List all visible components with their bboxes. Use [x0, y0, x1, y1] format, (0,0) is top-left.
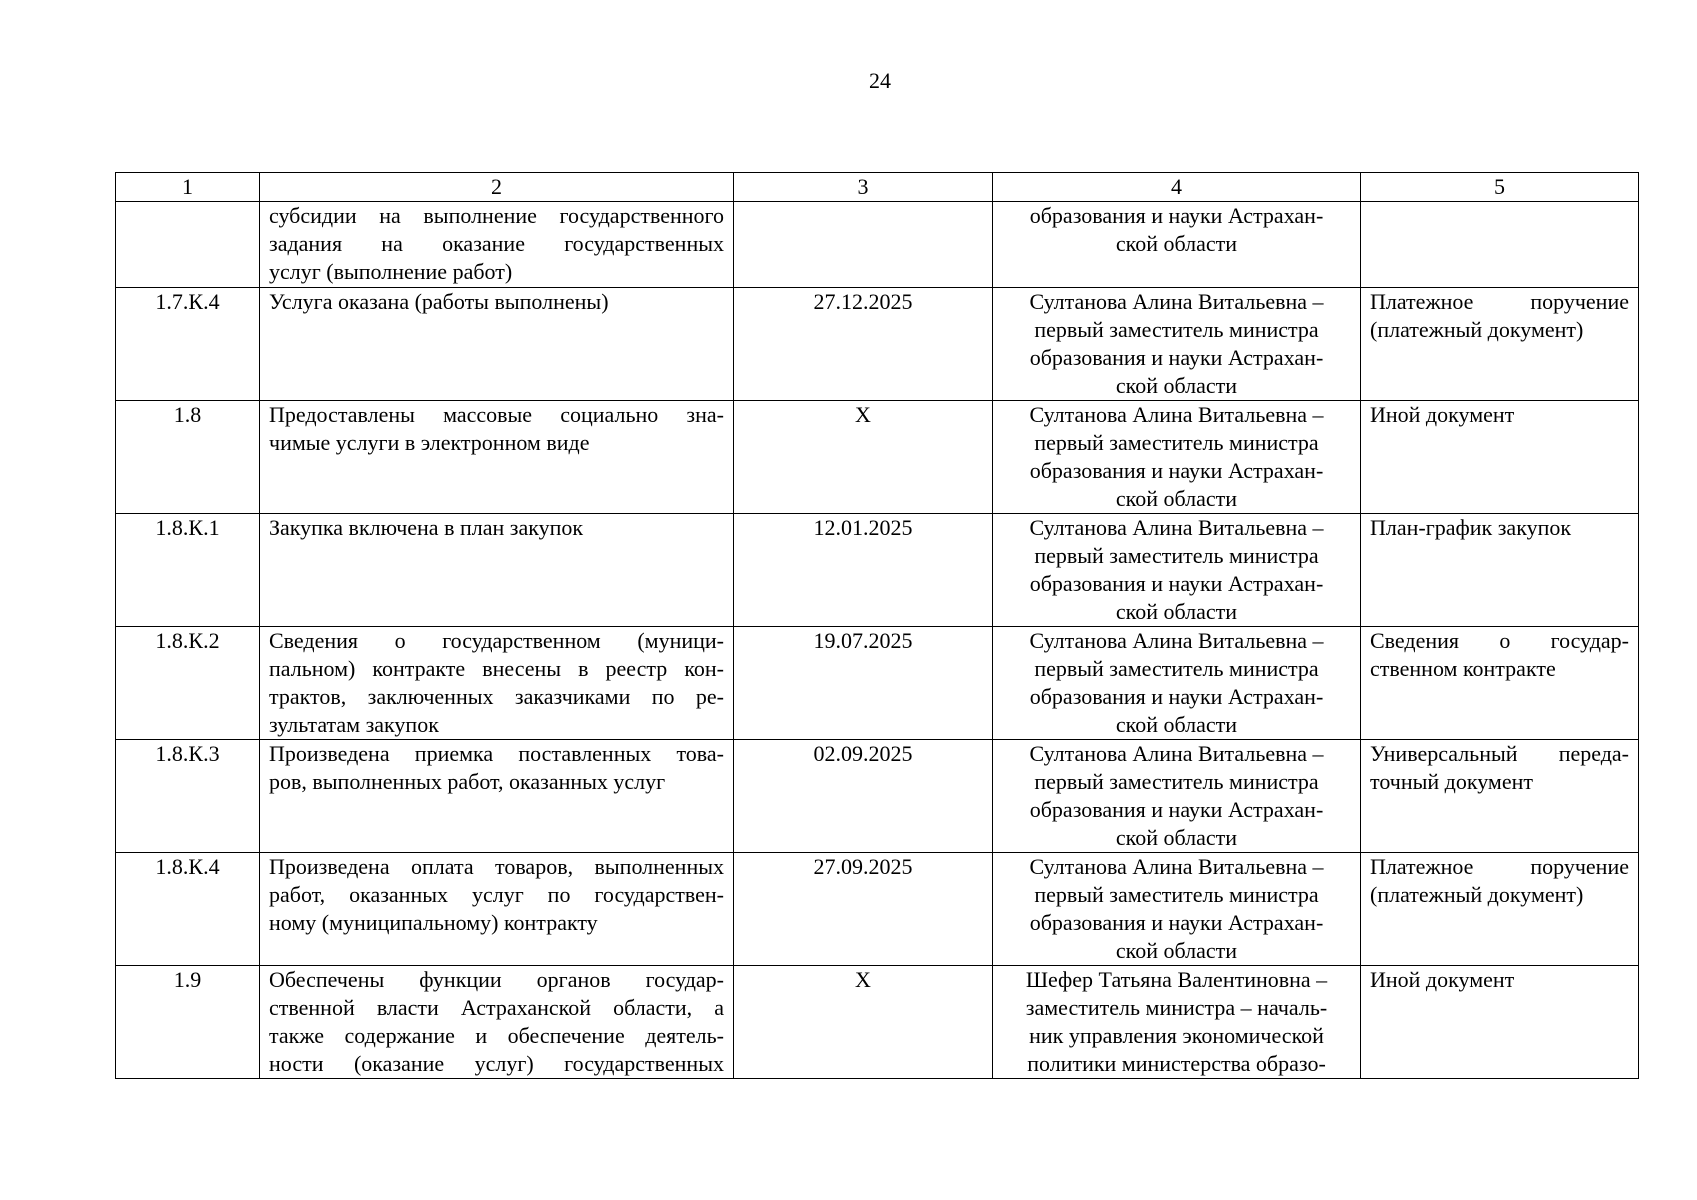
- responsible-line: образования и науки Астрахан-: [1029, 684, 1324, 709]
- description-line: услуг (выполнение работ): [269, 259, 513, 284]
- date-cell: 27.09.2025: [734, 853, 993, 966]
- date-cell: 12.01.2025: [734, 514, 993, 627]
- document-cell: [1361, 288, 1639, 401]
- document-line: Универсальный переда-: [1370, 741, 1629, 766]
- description-line: Произведена оплата товаров, выполненных: [269, 854, 724, 879]
- responsible-line: образования и науки Астрахан-: [1029, 797, 1324, 822]
- responsible-cell: [993, 966, 1361, 1079]
- date-cell: [734, 202, 993, 288]
- column-number-header: 4: [993, 173, 1361, 202]
- date-cell: X: [734, 966, 993, 1079]
- description-line: Сведения о государственном (муници-: [269, 628, 724, 653]
- responsible-line: ской области: [1115, 938, 1238, 963]
- document-cell: [1361, 401, 1639, 514]
- document-line: ственном контракте: [1370, 656, 1556, 681]
- table-row: [116, 627, 1639, 740]
- responsible-line: первый заместитель министра: [1034, 769, 1319, 794]
- description-line: ров, выполненных работ, оказанных услуг: [269, 769, 666, 794]
- description-cell: [260, 740, 734, 853]
- description-line: Произведена приемка поставленных това-: [269, 741, 724, 766]
- responsible-line: ской области: [1115, 486, 1238, 511]
- responsible-line: первый заместитель министра: [1034, 656, 1319, 681]
- document-line: Платежное поручение: [1370, 289, 1629, 314]
- document-cell: [1361, 627, 1639, 740]
- responsible-cell: [993, 288, 1361, 401]
- responsible-cell: [993, 853, 1361, 966]
- responsible-line: Султанова Алина Витальевна –: [1029, 628, 1324, 653]
- description-line: трактов, заключенных заказчиками по ре-: [269, 684, 724, 709]
- description-line: пальном) контракте внесены в реестр кон-: [269, 656, 724, 681]
- date-cell: 02.09.2025: [734, 740, 993, 853]
- table-row: [116, 853, 1639, 966]
- document-cell: [1361, 740, 1639, 853]
- column-number-header: 3: [734, 173, 993, 202]
- responsible-line: образования и науки Астрахан-: [1029, 910, 1324, 935]
- responsible-line: первый заместитель министра: [1034, 543, 1319, 568]
- table-row: [116, 966, 1639, 1079]
- description-line: также содержание и обеспечение деятель-: [269, 1023, 724, 1048]
- description-cell: [260, 401, 734, 514]
- responsible-line: Султанова Алина Витальевна –: [1029, 402, 1324, 427]
- responsible-line: первый заместитель министра: [1034, 430, 1319, 455]
- number-cell: 1.8: [116, 401, 260, 514]
- table-row: [116, 401, 1639, 514]
- description-line: зультатам закупок: [269, 712, 439, 737]
- document-line: Сведения о государ-: [1370, 628, 1629, 653]
- date-cell: X: [734, 401, 993, 514]
- table-header-row: [116, 173, 1639, 202]
- column-number-header: 5: [1361, 173, 1639, 202]
- document-cell: [1361, 853, 1639, 966]
- description-cell: [260, 853, 734, 966]
- responsible-line: образования и науки Астрахан-: [1029, 203, 1324, 228]
- document-cell: [1361, 514, 1639, 627]
- document-line: (платежный документ): [1370, 317, 1584, 342]
- number-cell: [116, 202, 260, 288]
- responsible-line: первый заместитель министра: [1034, 882, 1319, 907]
- date-cell: 27.12.2025: [734, 288, 993, 401]
- responsible-cell: [993, 202, 1361, 288]
- responsible-line: Султанова Алина Витальевна –: [1029, 741, 1324, 766]
- description-line: задания на оказание государственных: [269, 231, 724, 256]
- description-line: чимые услуги в электронном виде: [269, 430, 590, 455]
- description-cell: [260, 288, 734, 401]
- table-row: [116, 740, 1639, 853]
- responsible-line: ской области: [1115, 825, 1238, 850]
- table-row: [116, 288, 1639, 401]
- document-line: План-график закупок: [1370, 515, 1572, 540]
- document-line: Платежное поручение: [1370, 854, 1629, 879]
- description-line: Обеспечены функции органов государ-: [269, 967, 724, 992]
- responsible-line: Султанова Алина Витальевна –: [1029, 515, 1324, 540]
- column-number-header: 1: [116, 173, 260, 202]
- description-cell: [260, 966, 734, 1079]
- responsible-line: первый заместитель министра: [1034, 317, 1319, 342]
- responsible-line: политики министерства образо-: [1027, 1051, 1326, 1076]
- responsible-line: ской области: [1115, 712, 1238, 737]
- responsible-cell: [993, 627, 1361, 740]
- number-cell: 1.9: [116, 966, 260, 1079]
- number-cell: 1.8.К.2: [116, 627, 260, 740]
- responsible-line: образования и науки Астрахан-: [1029, 571, 1324, 596]
- page-number: 24: [869, 68, 891, 93]
- responsible-cell: [993, 740, 1361, 853]
- responsible-line: ской области: [1115, 373, 1238, 398]
- plan-table: [115, 172, 1639, 1079]
- number-cell: 1.8.К.1: [116, 514, 260, 627]
- document-line: Иной документ: [1370, 967, 1515, 992]
- number-cell: 1.8.К.4: [116, 853, 260, 966]
- table-row: [116, 514, 1639, 627]
- responsible-line: ник управления экономической: [1029, 1023, 1324, 1048]
- document-cell: [1361, 202, 1639, 288]
- description-line: Предоставлены массовые социально зна-: [269, 402, 724, 427]
- column-number-header: 2: [260, 173, 734, 202]
- description-line: субсидии на выполнение государственного: [269, 203, 724, 228]
- responsible-line: заместитель министра – началь-: [1025, 995, 1328, 1020]
- description-line: работ, оказанных услуг по государствен-: [269, 882, 724, 907]
- responsible-line: Султанова Алина Витальевна –: [1029, 289, 1324, 314]
- responsible-line: образования и науки Астрахан-: [1029, 345, 1324, 370]
- number-cell: 1.8.К.3: [116, 740, 260, 853]
- description-cell: [260, 627, 734, 740]
- responsible-line: Шефер Татьяна Валентиновна –: [1025, 967, 1328, 992]
- description-cell: [260, 202, 734, 288]
- responsible-cell: [993, 514, 1361, 627]
- document-line: точный документ: [1370, 769, 1534, 794]
- document-line: Иной документ: [1370, 402, 1515, 427]
- description-line: Закупка включена в план закупок: [269, 515, 584, 540]
- responsible-cell: [993, 401, 1361, 514]
- description-line: ному (муниципальному) контракту: [269, 910, 598, 935]
- responsible-line: ской области: [1115, 599, 1238, 624]
- responsible-line: ской области: [1115, 231, 1238, 256]
- description-line: ности (оказание услуг) государственных: [269, 1051, 724, 1076]
- continuation-row: [116, 202, 1639, 288]
- responsible-line: Султанова Алина Витальевна –: [1029, 854, 1324, 879]
- number-cell: 1.7.К.4: [116, 288, 260, 401]
- description-cell: [260, 514, 734, 627]
- document-line: (платежный документ): [1370, 882, 1584, 907]
- description-line: ственной власти Астраханской области, а: [269, 995, 724, 1020]
- date-cell: 19.07.2025: [734, 627, 993, 740]
- description-line: Услуга оказана (работы выполнены): [269, 289, 609, 314]
- document-cell: [1361, 966, 1639, 1079]
- responsible-line: образования и науки Астрахан-: [1029, 458, 1324, 483]
